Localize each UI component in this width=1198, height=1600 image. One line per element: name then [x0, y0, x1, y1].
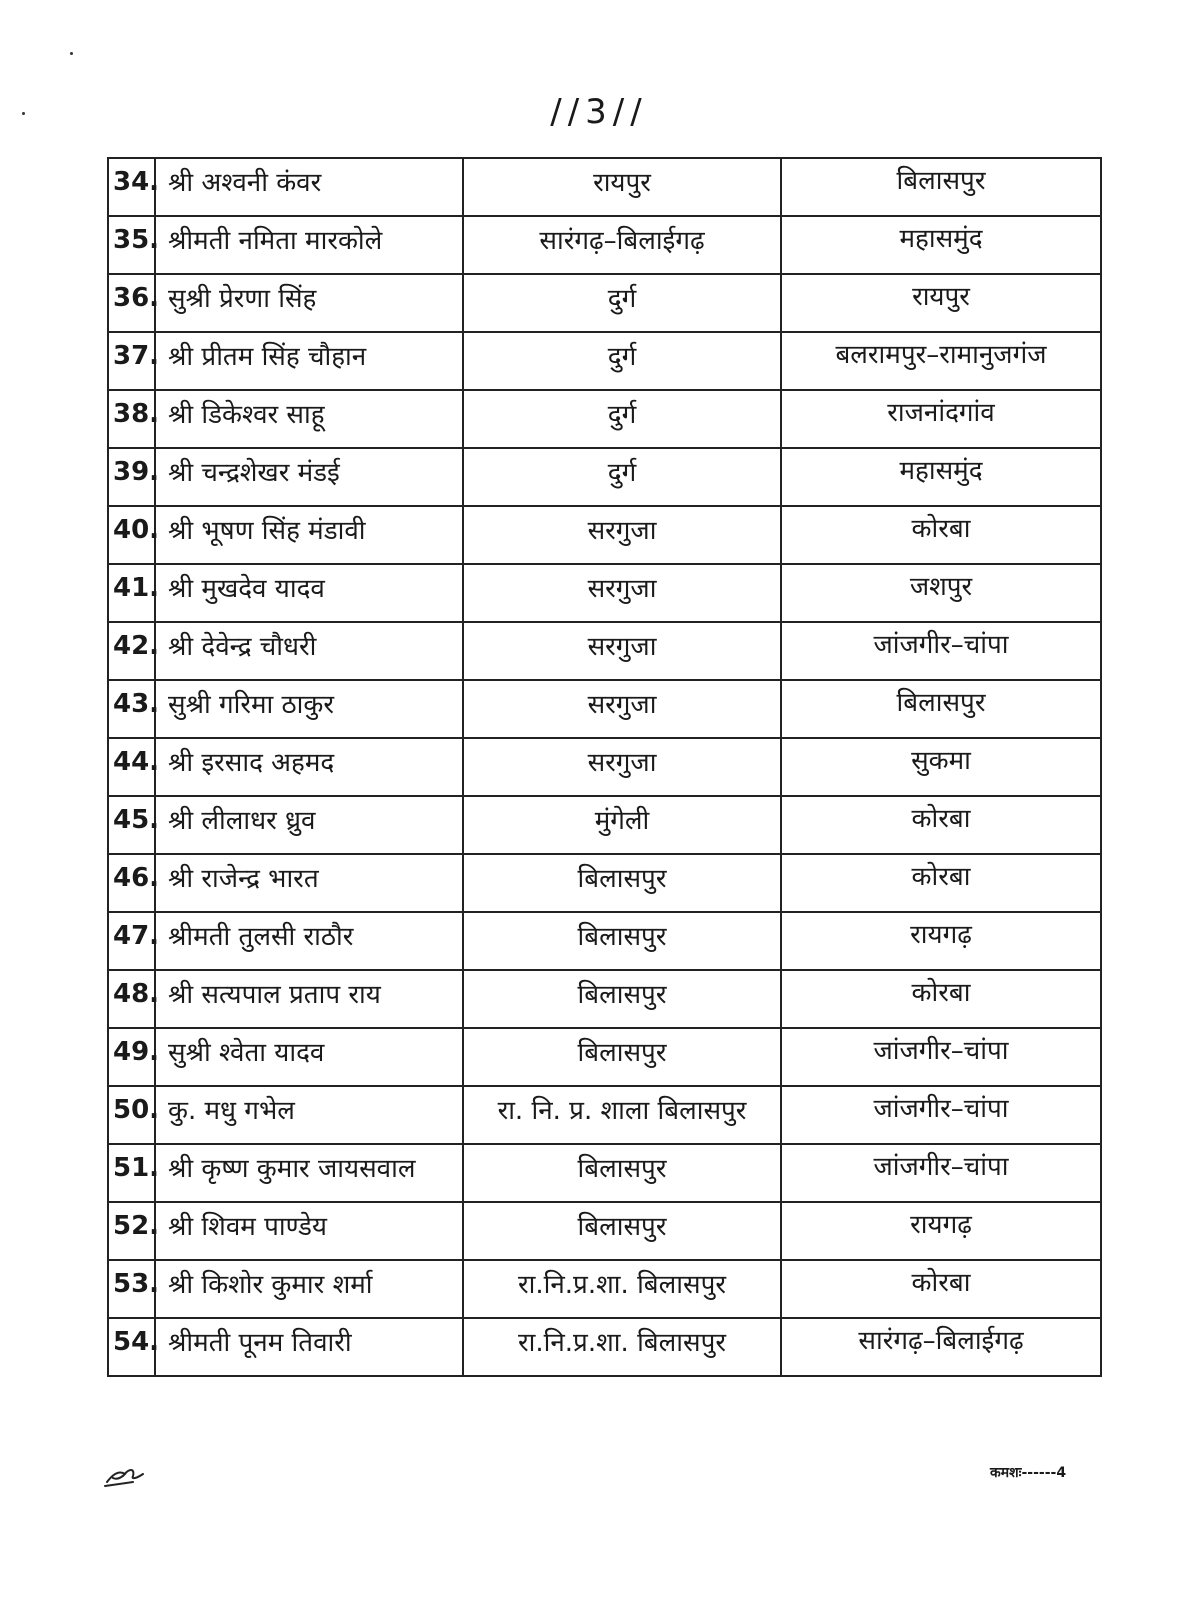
from-district-cell: दुर्ग — [463, 448, 781, 506]
name-cell: श्री डिकेश्वर साहू — [155, 390, 463, 448]
serial-number-cell: 46. — [108, 854, 155, 912]
name-cell: श्री प्रीतम सिंह चौहान — [155, 332, 463, 390]
name-cell: श्री किशोर कुमार शर्मा — [155, 1260, 463, 1318]
from-district-cell: सरगुजा — [463, 506, 781, 564]
name-cell: श्री कृष्ण कुमार जायसवाल — [155, 1144, 463, 1202]
table-row — [108, 970, 1101, 1028]
name-cell: श्री सत्यपाल प्रताप राय — [155, 970, 463, 1028]
table-row — [108, 1028, 1101, 1086]
table-row — [108, 1086, 1101, 1144]
to-district-cell: रायपुर — [781, 274, 1101, 332]
table-row — [108, 564, 1101, 622]
name-cell: श्री चन्द्रशेखर मंडई — [155, 448, 463, 506]
table-row — [108, 912, 1101, 970]
to-district-cell: कोरबा — [781, 854, 1101, 912]
from-district-cell: बिलासपुर — [463, 970, 781, 1028]
to-district-cell: जशपुर — [781, 564, 1101, 622]
table-row — [108, 1144, 1101, 1202]
serial-number-cell: 51. — [108, 1144, 155, 1202]
serial-number-cell: 34. — [108, 158, 155, 216]
table-row — [108, 680, 1101, 738]
scan-speck — [70, 52, 73, 55]
from-district-cell: सरगुजा — [463, 564, 781, 622]
table-row — [108, 158, 1101, 216]
table-row — [108, 796, 1101, 854]
table-row — [108, 216, 1101, 274]
name-cell: श्रीमती नमिता मारकोले — [155, 216, 463, 274]
to-district-cell: राजनांदगांव — [781, 390, 1101, 448]
signature-mark — [103, 1460, 147, 1492]
to-district-cell: सुकमा — [781, 738, 1101, 796]
table-row — [108, 332, 1101, 390]
to-district-cell: कोरबा — [781, 970, 1101, 1028]
from-district-cell: रा.नि.प्र.शा. बिलासपुर — [463, 1318, 781, 1376]
to-district-cell: कोरबा — [781, 1260, 1101, 1318]
from-district-cell: बिलासपुर — [463, 1028, 781, 1086]
from-district-cell: सरगुजा — [463, 680, 781, 738]
continued-note: कमशः------4 — [990, 1465, 1067, 1481]
to-district-cell: जांजगीर–चांपा — [781, 1086, 1101, 1144]
serial-number-cell: 53. — [108, 1260, 155, 1318]
serial-number-cell: 47. — [108, 912, 155, 970]
name-cell: श्री मुखदेव यादव — [155, 564, 463, 622]
table-row — [108, 506, 1101, 564]
serial-number-cell: 52. — [108, 1202, 155, 1260]
name-cell: सुश्री गरिमा ठाकुर — [155, 680, 463, 738]
from-district-cell: बिलासपुर — [463, 1202, 781, 1260]
to-district-cell: सारंगढ़–बिलाईगढ़ — [781, 1318, 1101, 1376]
to-district-cell: जांजगीर–चांपा — [781, 1028, 1101, 1086]
serial-number-cell: 50. — [108, 1086, 155, 1144]
from-district-cell: मुंगेली — [463, 796, 781, 854]
to-district-cell: महासमुंद — [781, 448, 1101, 506]
name-cell: श्री अश्वनी कंवर — [155, 158, 463, 216]
to-district-cell: रायगढ़ — [781, 912, 1101, 970]
from-district-cell: सरगुजा — [463, 738, 781, 796]
name-cell: श्री राजेन्द्र भारत — [155, 854, 463, 912]
to-district-cell: बलरामपुर–रामानुजगंज — [781, 332, 1101, 390]
from-district-cell: सरगुजा — [463, 622, 781, 680]
name-cell: श्री इरसाद अहमद — [155, 738, 463, 796]
to-district-cell: जांजगीर–चांपा — [781, 1144, 1101, 1202]
serial-number-cell: 35. — [108, 216, 155, 274]
from-district-cell: रा.नि.प्र.शा. बिलासपुर — [463, 1260, 781, 1318]
from-district-cell: सारंगढ़–बिलाईगढ़ — [463, 216, 781, 274]
table-row — [108, 738, 1101, 796]
to-district-cell: बिलासपुर — [781, 680, 1101, 738]
from-district-cell: रा. नि. प्र. शाला बिलासपुर — [463, 1086, 781, 1144]
table-row — [108, 1318, 1101, 1376]
table-row — [108, 274, 1101, 332]
table-row — [108, 622, 1101, 680]
name-cell: श्री शिवम पाण्डेय — [155, 1202, 463, 1260]
name-cell: सुश्री प्रेरणा सिंह — [155, 274, 463, 332]
serial-number-cell: 43. — [108, 680, 155, 738]
name-cell: श्री लीलाधर ध्रुव — [155, 796, 463, 854]
table-row — [108, 1202, 1101, 1260]
serial-number-cell: 36. — [108, 274, 155, 332]
to-district-cell: रायगढ़ — [781, 1202, 1101, 1260]
from-district-cell: दुर्ग — [463, 274, 781, 332]
serial-number-cell: 54. — [108, 1318, 155, 1376]
table-row — [108, 448, 1101, 506]
serial-number-cell: 45. — [108, 796, 155, 854]
serial-number-cell: 37. — [108, 332, 155, 390]
from-district-cell: बिलासपुर — [463, 1144, 781, 1202]
to-district-cell: महासमुंद — [781, 216, 1101, 274]
serial-number-cell: 49. — [108, 1028, 155, 1086]
to-district-cell: बिलासपुर — [781, 158, 1101, 216]
to-district-cell: कोरबा — [781, 796, 1101, 854]
name-cell: श्रीमती तुलसी राठौर — [155, 912, 463, 970]
serial-number-cell: 44. — [108, 738, 155, 796]
from-district-cell: रायपुर — [463, 158, 781, 216]
to-district-cell: कोरबा — [781, 506, 1101, 564]
to-district-cell: जांजगीर–चांपा — [781, 622, 1101, 680]
serial-number-cell: 38. — [108, 390, 155, 448]
page-number: //3// — [550, 92, 648, 132]
serial-number-cell: 39. — [108, 448, 155, 506]
from-district-cell: बिलासपुर — [463, 854, 781, 912]
name-cell: सुश्री श्वेता यादव — [155, 1028, 463, 1086]
name-cell: श्रीमती पूनम तिवारी — [155, 1318, 463, 1376]
table-row — [108, 390, 1101, 448]
from-district-cell: दुर्ग — [463, 332, 781, 390]
from-district-cell: बिलासपुर — [463, 912, 781, 970]
name-cell: कु. मधु गभेल — [155, 1086, 463, 1144]
name-cell: श्री भूषण सिंह मंडावी — [155, 506, 463, 564]
serial-number-cell: 41. — [108, 564, 155, 622]
serial-number-cell: 40. — [108, 506, 155, 564]
table-row — [108, 1260, 1101, 1318]
name-cell: श्री देवेन्द्र चौधरी — [155, 622, 463, 680]
transfer-table — [107, 157, 1102, 1377]
serial-number-cell: 42. — [108, 622, 155, 680]
from-district-cell: दुर्ग — [463, 390, 781, 448]
table-row — [108, 854, 1101, 912]
serial-number-cell: 48. — [108, 970, 155, 1028]
table-body — [108, 158, 1101, 1376]
